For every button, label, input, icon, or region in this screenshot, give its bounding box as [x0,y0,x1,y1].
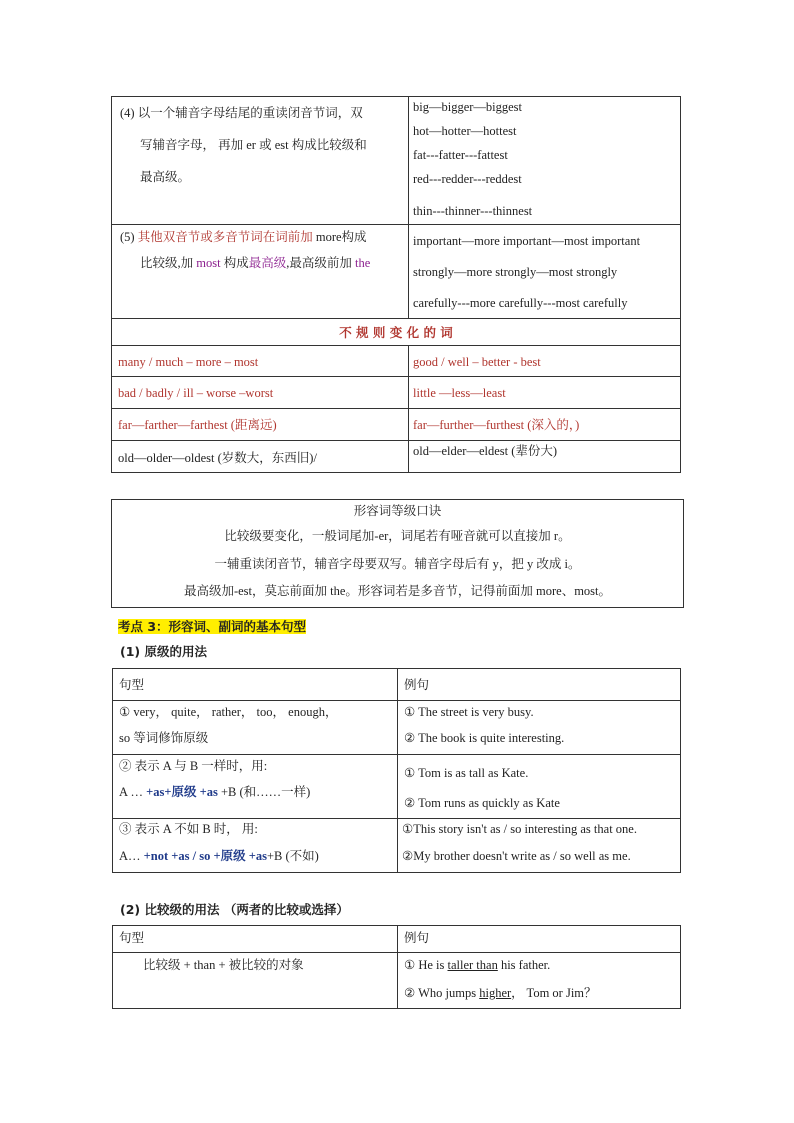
example-line: big—bigger—biggest [413,100,523,114]
rule-5-comparative: 比较级 [140,256,178,270]
rule-4-line-1: (4) 以一个辅音字母结尾的重读闭音节词，双 [120,106,363,120]
example-sentence: ②My brother doesn't write as / so well as me. [402,849,631,863]
pattern-line [119,784,310,800]
pattern-line: ① very， quite， rather， too， enough， [119,705,338,719]
pattern-text: A… [119,849,144,863]
rule-5-most: most [193,256,221,270]
pattern-line [119,848,319,864]
example-line: fat---fatter---fattest [413,148,508,162]
example-line: important—more important—most important [413,234,641,248]
comparative-rules-table [111,96,681,473]
example-line: red---redder---reddest [413,172,522,186]
pattern-text: +B (和……一样) [217,785,311,799]
header-example: 例句 [404,930,430,945]
table-header-cell [113,669,398,701]
rhyme-box [111,499,684,608]
rule-5-cell [112,225,409,319]
table-header-cell [398,669,681,701]
section-3-title [118,617,306,635]
rule-5-prefix: (5) [120,230,138,244]
table-header-cell [113,926,398,953]
pattern-line: ③ 表示 A 不如 B 时， 用: [119,822,258,836]
pattern-structure: +as+原级 +as [146,785,218,799]
section-3-title-text: 考点 3：形容词、副词的基本句型 [118,619,307,634]
rule-4-cell [112,97,409,225]
irregular-cell [112,441,409,473]
rule-5-more: more构成 [312,230,367,244]
pattern-text: +B (不如) [266,849,319,863]
example-text: ， Tom or Jim？ [511,986,597,1000]
irregular-cell [112,346,409,377]
example-line: thin---thinner---thinnest [413,204,533,218]
table-header-cell [398,926,681,953]
example-cell [398,953,681,1009]
irregular-cell [409,346,681,377]
rule-4-line-2: 写辅音字母， 再加 er 或 est 构成比较级和 [140,138,367,152]
example-cell [398,755,681,819]
example-cell [398,701,681,755]
irregular-text: little —less—least [413,386,506,400]
pattern-structure: +not +as / so +原级 +as [143,849,267,863]
rhyme-line: 比较级要变化，一般词尾加-er，词尾若有哑音就可以直接加 r。 [224,529,571,543]
rule-5-examples-cell [409,225,681,319]
pattern-cell [113,755,398,819]
pattern-text: A … [119,785,147,799]
comparative-usage-table [112,925,681,1009]
irregular-title: 不 规 则 变 化 的 词 [112,319,681,346]
irregular-cell [409,377,681,409]
rule-5-text: ,加 [177,256,194,270]
header-pattern: 句型 [119,677,145,692]
rule-4-line-3: 最高级。 [140,170,191,184]
rhyme-line: 最高级加-est，莫忘前面加 the。形容词若是多音节，记得前面加 more、most。 [183,584,612,598]
irregular-cell [112,409,409,441]
irregular-text: old—elder—eldest (辈份大) [413,444,558,458]
rule-5-superlative: 最高级 [248,256,287,270]
rhyme-line: 一辅重读闭音节，辅音字母要双写。辅音字母后有 y，把 y 改成 i。 [214,557,581,571]
example-line: strongly—more strongly—most strongly [413,265,618,279]
example-sentence: ① The street is very busy. [404,705,534,719]
irregular-text: good / well – better - best [413,355,541,369]
rule-5-text: 构成 [220,256,249,270]
pattern-line: ② 表示 A 与 B 一样时，用: [119,759,268,773]
positive-degree-table [112,668,681,873]
example-text: his father. [497,958,551,972]
irregular-cell [112,377,409,409]
rule-5-text: ,最高级前加 [286,256,352,270]
example-line: carefully---more carefully---most carefully [413,296,628,310]
example-underlined: higher [479,986,512,1000]
irregular-text: far—further—furthest (深入的，) [413,418,580,432]
pattern-cell [113,819,398,873]
example-text: ② Who jumps [404,986,480,1000]
example-underlined: taller than [447,958,498,972]
irregular-text: bad / badly / ill – worse –worst [118,386,274,400]
example-sentence: ② Tom runs as quickly as Kate [404,796,560,810]
rule-5-line-2 [140,255,370,271]
example-line: hot—hotter—hottest [413,124,517,138]
irregular-text: old—older—oldest (岁数大，东西旧)/ [118,451,317,465]
example-sentence: ① Tom is as tall as Kate. [404,766,529,780]
example-text: ① He is [404,958,448,972]
rule-5-line-1 [120,229,367,245]
example-sentence [404,957,550,973]
example-sentence: ①This story isn't as / so interesting as that one. [402,822,637,836]
pattern-cell [113,701,398,755]
rule-5-the: the [351,256,371,270]
example-sentence: ② The book is quite interesting. [404,731,565,745]
rule-5-text-red: 其他双音节或多音节词在词前加 [137,230,313,244]
irregular-text: many / much – more – most [118,355,259,369]
pattern-line: so 等词修饰原级 [119,731,209,745]
header-pattern: 句型 [119,930,145,945]
subsection-1-title: (1) 原级的用法 [120,644,207,659]
irregular-cell [409,441,681,473]
irregular-cell [409,409,681,441]
header-example: 例句 [404,677,430,692]
pattern-line: 比较级 + than + 被比较的对象 [143,958,304,972]
pattern-cell [113,953,398,1009]
example-sentence [404,985,597,1001]
irregular-text: far—farther—farthest (距离远) [118,418,277,432]
rule-4-examples-cell [409,97,681,225]
example-cell [398,819,681,873]
subsection-2-title: (2) 比较级的用法 （两者的比较或选择） [120,902,349,917]
rhyme-title: 形容词等级口诀 [353,504,442,518]
